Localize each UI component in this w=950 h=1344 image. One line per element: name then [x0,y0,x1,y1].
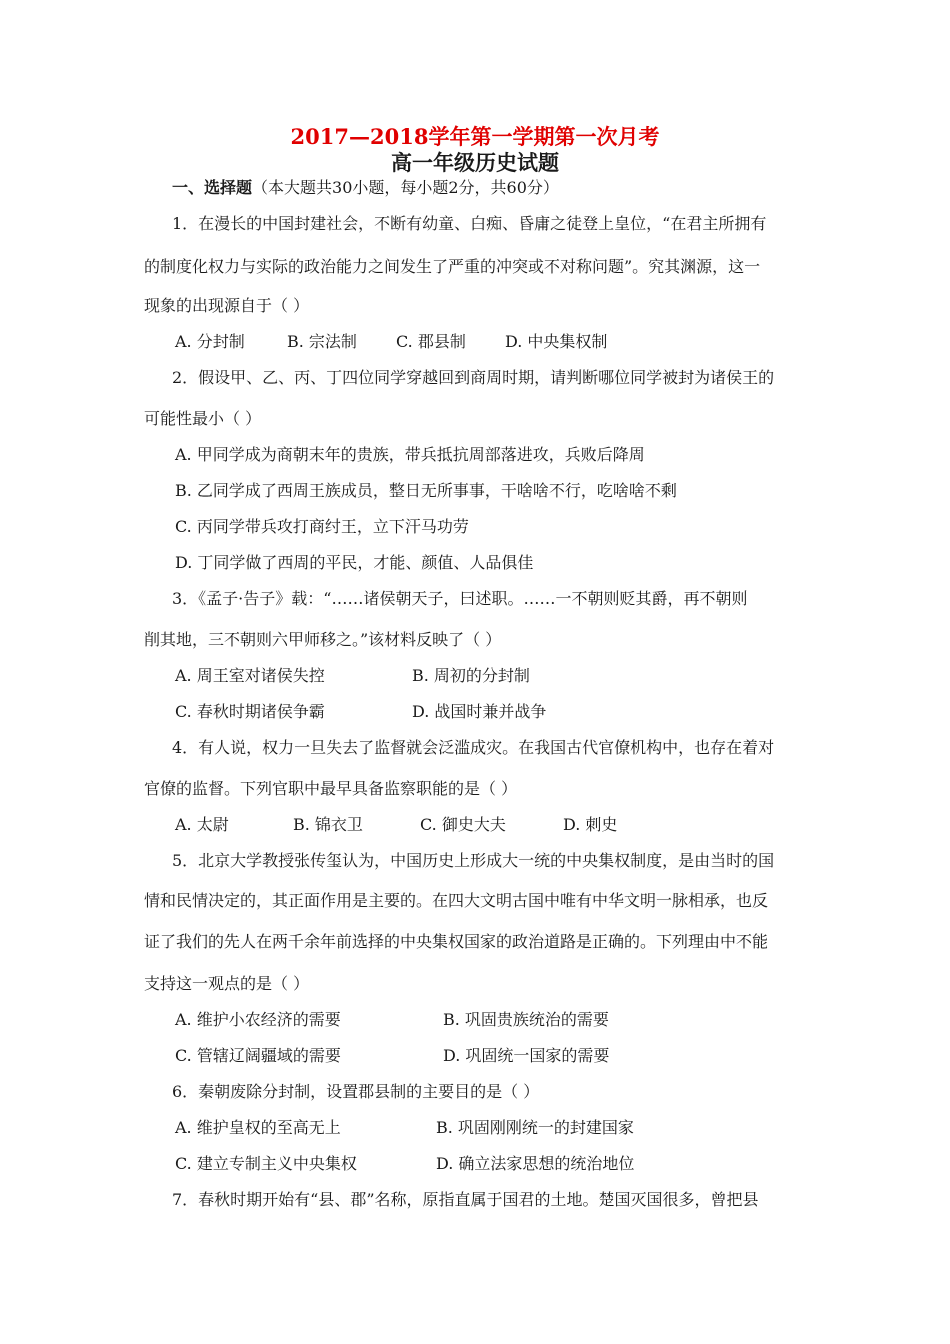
option-a: A. 维护皇权的至高无上 [175,1118,341,1137]
question-text: 官僚的监督。下列官职中最早具备监察职能的是（ ） [144,779,518,798]
question-text: 证了我们的先人在两千余年前选择的中央集权国家的政治道路是正确的。下列理由中不能 [144,932,769,951]
option-a: A. 周王室对诸侯失控 [175,666,325,685]
option-c: C. 郡县制 [396,332,466,351]
option-c: C. 丙同学带兵攻打商纣王，立下汗马功劳 [175,517,469,536]
option-d: D. 确立法家思想的统治地位 [436,1154,635,1173]
question-text: 情和民情决定的，其正面作用是主要的。在四大文明古国中唯有中华文明一脉相承，也反 [144,891,769,910]
exam-title: 2017—2018学年第一学期第一次月考 [290,124,660,149]
option-b: B. 锦衣卫 [293,815,363,834]
section-heading [172,178,559,198]
question-text: 2．假设甲、乙、丙、丁四位同学穿越回到商周时期，请判断哪位同学被封为诸侯王的 [172,368,775,387]
option-d: D. 刺史 [563,815,618,834]
option-b: B. 巩固刚刚统一的封建国家 [436,1118,634,1137]
option-a: A. 维护小农经济的需要 [175,1010,341,1029]
question-text: 的制度化权力与实际的政治能力之间发生了严重的冲突或不对称问题”。究其渊源，这一 [144,257,761,276]
option-d: D. 巩固统一国家的需要 [443,1046,610,1065]
section-note: （本大题共30小题，每小题2分，共60分） [252,178,559,197]
option-c: C. 管辖辽阔疆域的需要 [175,1046,341,1065]
option-c: C. 建立专制主义中央集权 [175,1154,357,1173]
question-text: 削其地，三不朝则六甲师移之。”该材料反映了（ ） [144,630,502,649]
option-d: D. 中央集权制 [505,332,608,351]
option-d: D. 战国时兼并战争 [412,702,547,721]
question-text: 可能性最小（ ） [144,409,262,428]
section-heading-label: 一、选择题 [172,178,253,197]
question-text: 5．北京大学教授张传玺认为，中国历史上形成大一统的中央集权制度，是由当时的国 [172,851,775,870]
option-c: C. 御史大夫 [420,815,506,834]
option-a: A. 太尉 [175,815,229,834]
question-text: 7．春秋时期开始有“县、郡”名称，原指直属于国君的土地。楚国灭国很多，曾把县 [172,1190,759,1209]
question-text: 支持这一观点的是（ ） [144,974,310,993]
option-d: D. 丁同学做了西周的平民，才能、颜值、人品俱佳 [175,553,534,572]
question-text: 1．在漫长的中国封建社会，不断有幼童、白痴、昏庸之徒登上皇位，“在君主所拥有 [172,214,767,233]
question-text: 6．秦朝废除分封制，设置郡县制的主要目的是（ ） [172,1082,540,1101]
option-a: A. 分封制 [175,332,245,351]
option-a: A. 甲同学成为商朝末年的贵族，带兵抵抗周部落进攻，兵败后降周 [175,445,645,464]
option-b: B. 乙同学成了西周王族成员，整日无所事事，干啥啥不行，吃啥啥不剩 [175,481,677,500]
option-b: B. 宗法制 [287,332,357,351]
option-b: B. 巩固贵族统治的需要 [443,1010,609,1029]
question-text: 4．有人说，权力一旦失去了监督就会泛滥成灾。在我国古代官僚机构中，也存在着对 [172,738,775,757]
option-b: B. 周初的分封制 [412,666,530,685]
question-text: 现象的出现源自于（ ） [144,296,310,315]
option-c: C. 春秋时期诸侯争霸 [175,702,325,721]
question-text: 3．《孟子·告子》载：“……诸侯朝天子，曰述职。……一不朝则贬其爵，再不朝则 [172,589,748,608]
exam-subtitle: 高一年级历史试题 [391,150,559,175]
